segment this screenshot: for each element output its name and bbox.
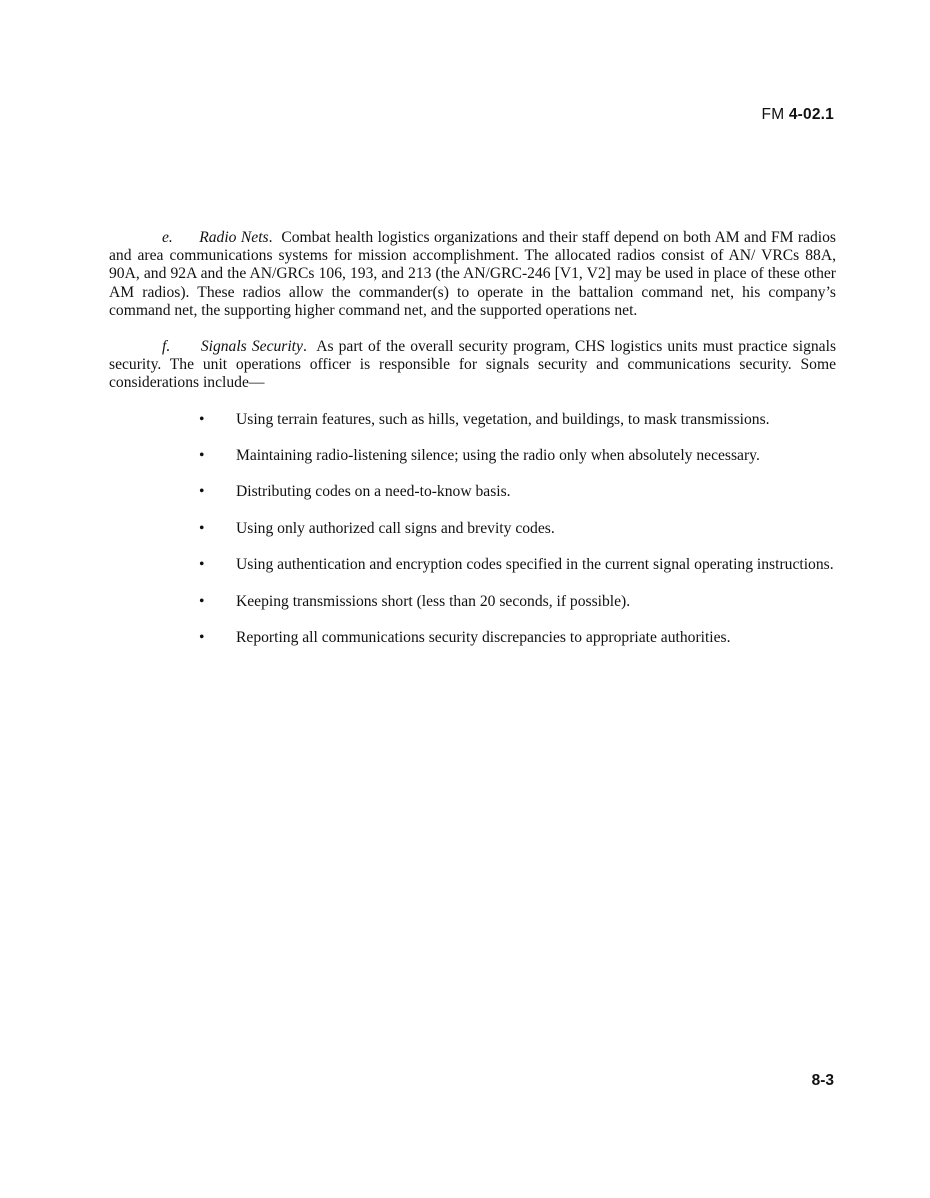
- list-item-text: Keeping transmissions short (less than 20 seconds, if possible).: [236, 592, 631, 610]
- paragraph-e-heading: Radio Nets: [199, 229, 269, 246]
- list-item: [109, 447, 836, 465]
- bullet-icon: •: [199, 519, 205, 537]
- bullet-icon: •: [199, 628, 205, 646]
- paragraph-f-heading: Signals Security: [200, 338, 303, 356]
- paragraph-e-text: Combat health logistics organizations and their staff depend on both AM and FM radios and area communications systems for mission accomplishment. The allocated radios consist of AN/ VRCs 88A, 90A, and 92A and the AN/GRCs 106, 193, and 213 (the AN/GRC-246 [V1, V2] may be used in place of these other AM radios). These radios allow the commander(s) to operate in the battalion command net, his company’s command net, the supporting higher command net, and the supported operations net.: [109, 229, 836, 319]
- list-item: [109, 483, 836, 501]
- list-item-text: Using authentication and encryption codes specified in the current signal operating instructions.: [236, 556, 834, 574]
- paragraph-f-text: As part of the overall security program, CHS logistics units must practice signals security. The unit operations officer is responsible for signals security and communications security. Some considerations include—: [109, 338, 837, 392]
- paragraph-e-letter: e.: [162, 229, 173, 246]
- page-header: [762, 106, 834, 124]
- list-item: [109, 520, 836, 538]
- header-prefix: FM: [761, 106, 789, 123]
- list-item-text: Using only authorized call signs and brevity codes.: [236, 519, 555, 537]
- list-item-text: Distributing codes on a need-to-know basis.: [236, 483, 511, 501]
- list-item: [109, 629, 836, 647]
- bullet-icon: •: [199, 410, 205, 428]
- list-item-text: Using terrain features, such as hills, vegetation, and buildings, to mask transmissions.: [236, 410, 770, 428]
- considerations-list: [109, 411, 836, 648]
- paragraph-e: e. Radio Nets. Combat health logistics organizations and their staff depend on both AM and FM radios and area communications systems for mission accomplishment. The allocated radios consist of AN/ VRCs 88A, 90A, and 92A and the AN/GRCs 106, 193, and 213 (the AN/GRC-246 [V1, V2] may be used in place of these other AM radios). These radios allow the commander(s) to operate in the battalion command net, his company’s command net, the supporting higher command net, and the supported operations net.: [109, 229, 836, 319]
- header-code: 4-02.1: [788, 106, 834, 123]
- paragraph-f-letter: f.: [162, 338, 171, 356]
- paragraph-f: f. Signals Security. As part of the overall security program, CHS logistics units must practice signals security. The unit operations officer is responsible for signals security and communications security. Some considerations include—: [109, 338, 837, 392]
- list-item: [109, 411, 836, 429]
- list-item: [109, 556, 836, 574]
- bullet-icon: •: [199, 556, 205, 574]
- list-item: [109, 593, 836, 611]
- bullet-icon: •: [199, 592, 205, 610]
- bullet-icon: •: [199, 447, 205, 465]
- list-item-text: Reporting all communications security discrepancies to appropriate authorities.: [236, 628, 731, 646]
- page-number: 8-3: [811, 1072, 834, 1089]
- bullet-icon: •: [199, 483, 205, 501]
- document-body: [109, 229, 836, 665]
- list-item-text: Maintaining radio-listening silence; using the radio only when absolutely necessary.: [236, 447, 760, 465]
